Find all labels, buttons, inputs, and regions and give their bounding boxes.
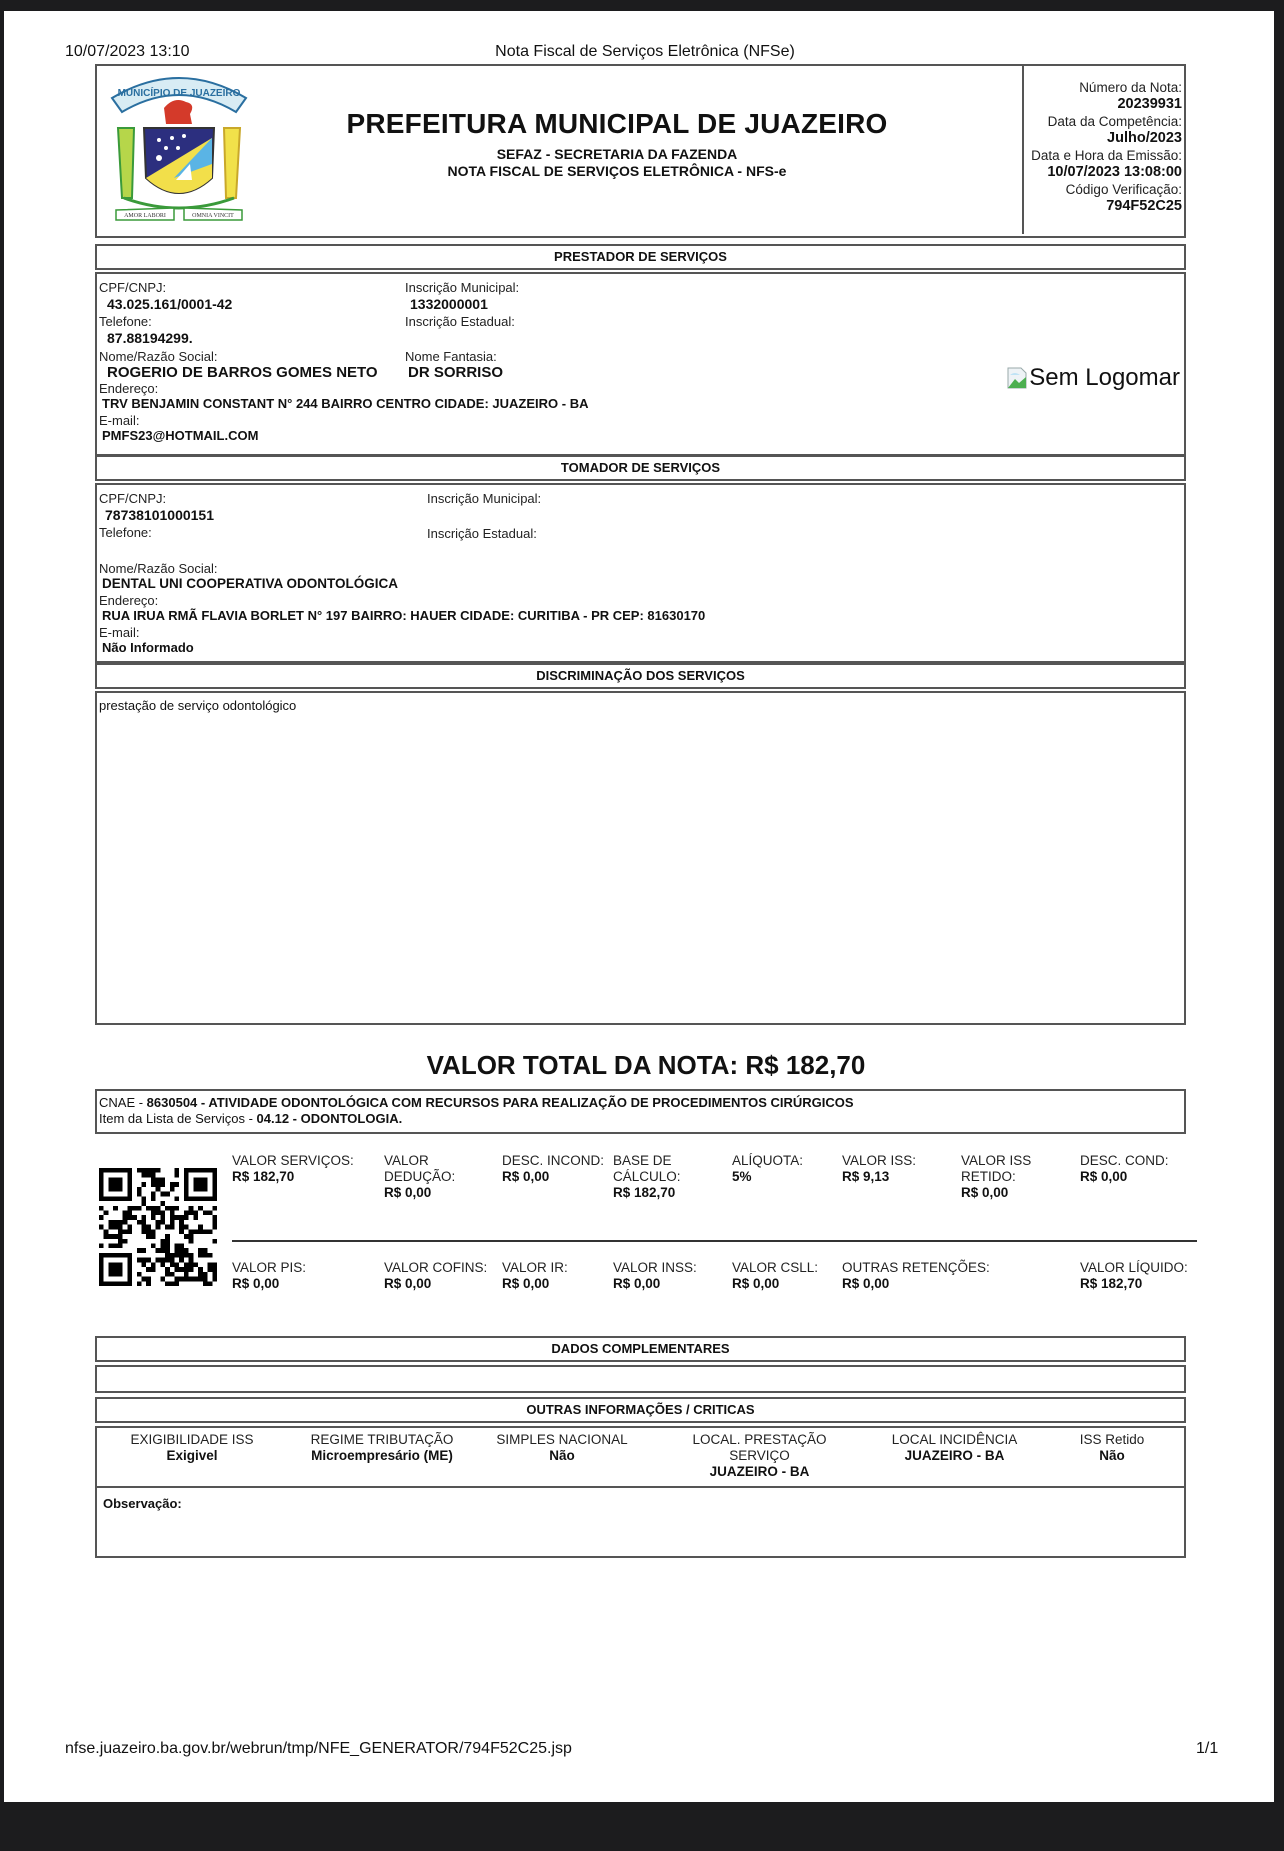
- print-datetime: 10/07/2023 13:10: [65, 43, 190, 60]
- simples-nacional: [477, 1432, 647, 1464]
- valor-ir: [502, 1260, 568, 1292]
- local-incidencia-label: LOCAL INCIDÊNCIA: [891, 1432, 1018, 1447]
- tax-values: [95, 1150, 1205, 1300]
- prestador-endereco-label: Endereço:: [99, 381, 159, 396]
- prestador-insc-mun-label: Inscrição Municipal:: [405, 280, 520, 295]
- tomador-endereco-label: Endereço:: [99, 593, 159, 608]
- discriminacao-box: [95, 691, 1186, 1025]
- valor-servicos-label: VALOR SERVIÇOS:: [232, 1153, 354, 1168]
- title-block: [317, 108, 917, 179]
- nfse-header: [95, 64, 1186, 238]
- cnae-box: [95, 1089, 1186, 1134]
- local-prestacao: [687, 1432, 832, 1480]
- header-divider: [1022, 66, 1024, 234]
- prestador-endereco-value: TRV BENJAMIN CONSTANT N° 244 BAIRRO CENTRO CIDADE: JUAZEIRO - BA: [102, 396, 589, 411]
- valor-csll: [732, 1260, 818, 1292]
- crest-motto-left: AMOR LABORI: [124, 213, 166, 219]
- broken-image-icon: [1007, 367, 1027, 389]
- iss-retido-value: Não: [1099, 1448, 1125, 1463]
- valor-total: VALOR TOTAL DA NOTA: R$ 182,70: [426, 1050, 866, 1080]
- tomador-cnpj-value: 78738101000151: [105, 507, 215, 523]
- prestador-cnpj-label: CPF/CNPJ:: [99, 280, 167, 295]
- simples-label: SIMPLES NACIONAL: [496, 1432, 628, 1447]
- valor-servicos-value: R$ 182,70: [232, 1169, 295, 1184]
- prestador-box: [95, 272, 1186, 456]
- observacao-box: [95, 1486, 1186, 1558]
- numero-value: 20239931: [1117, 96, 1182, 112]
- local-incidencia-value: JUAZEIRO - BA: [904, 1448, 1005, 1463]
- valor-ir-label: VALOR IR:: [502, 1260, 568, 1275]
- prestador-insc-mun-value: 1332000001: [410, 296, 488, 312]
- aliquota: [732, 1153, 832, 1185]
- nfse-subtitle: NOTA FISCAL DE SERVIÇOS ELETRÔNICA - NFS-e: [447, 163, 787, 179]
- local-prestacao-value: JUAZEIRO - BA: [709, 1464, 810, 1479]
- print-document-title: Nota Fiscal de Serviços Eletrônica (NFSe): [495, 43, 795, 60]
- discriminacao-section-title: DISCRIMINAÇÃO DOS SERVIÇOS: [95, 663, 1186, 689]
- regime-value: Microempresário (ME): [311, 1448, 453, 1463]
- item-lista-label: Item da Lista de Serviços -: [99, 1111, 257, 1126]
- prestador-cnpj-value: 43.025.161/0001-42: [107, 296, 233, 312]
- cnae-value: 8630504 - ATIVIDADE ODONTOLÓGICA COM RECURSOS PARA REALIZAÇÃO DE PROCEDIMENTOS CIRÚRGICOS: [146, 1095, 854, 1110]
- crest-motto-right: OMNIA VINCIT: [192, 213, 234, 219]
- desc-incond-value: R$ 0,00: [502, 1169, 550, 1184]
- prestador-fantasia-value: DR SORRISO: [408, 364, 504, 381]
- cnae-line: [99, 1095, 854, 1110]
- valor-servicos: [232, 1153, 382, 1185]
- tomador-nome-value: DENTAL UNI COOPERATIVA ODONTOLÓGICA: [102, 576, 399, 591]
- valor-iss-retido-value: R$ 0,00: [961, 1185, 1009, 1200]
- competencia-label: Data da Competência:: [1047, 114, 1182, 129]
- valor-inss-label: VALOR INSS:: [613, 1260, 697, 1275]
- emissao-label: Data e Hora da Emissão:: [1031, 148, 1182, 163]
- crest-banner-text: MUNICÍPIO DE JUAZEIRO: [117, 88, 241, 99]
- base-calculo-label: BASE DE CÁLCULO:: [613, 1153, 681, 1184]
- exigibilidade-iss: [97, 1432, 287, 1464]
- prestador-telefone-value: 87.88194299.: [107, 330, 193, 346]
- desc-cond-value: R$ 0,00: [1080, 1169, 1128, 1184]
- valor-cofins-label: VALOR COFINS:: [384, 1260, 488, 1275]
- valor-deducao-label: VALOR DEDUÇÃO:: [384, 1153, 456, 1184]
- valor-inss-value: R$ 0,00: [613, 1276, 661, 1291]
- outras-retencoes: [842, 1260, 990, 1292]
- observacao-label: Observação:: [103, 1496, 182, 1511]
- prestador-telefone-label: Telefone:: [99, 314, 152, 329]
- aliquota-value: 5%: [732, 1169, 752, 1184]
- qr-code-icon[interactable]: [99, 1168, 217, 1286]
- item-lista-line: [99, 1111, 402, 1126]
- competencia-value: Julho/2023: [1107, 130, 1182, 146]
- desc-cond: [1080, 1153, 1205, 1185]
- valor-inss: [613, 1260, 697, 1292]
- tomador-section-title: TOMADOR DE SERVIÇOS: [95, 455, 1186, 481]
- valor-pis: [232, 1260, 306, 1292]
- exigibilidade-label: EXIGIBILIDADE ISS: [130, 1432, 254, 1447]
- prestador-nome-value: ROGERIO DE BARROS GOMES NETO: [107, 364, 378, 381]
- local-incidencia: [867, 1432, 1042, 1464]
- base-calculo-value: R$ 182,70: [613, 1185, 676, 1200]
- valor-csll-value: R$ 0,00: [732, 1276, 780, 1291]
- prestador-logo: [1007, 364, 1180, 392]
- prestador-fantasia-label: Nome Fantasia:: [405, 349, 497, 364]
- codigo-value: 794F52C25: [1106, 198, 1182, 214]
- valor-cofins: [384, 1260, 487, 1292]
- discriminacao-text: prestação de serviço odontológico: [99, 698, 297, 713]
- prestador-email-label: E-mail:: [99, 413, 140, 428]
- values-divider: [232, 1240, 1197, 1242]
- tomador-box: [95, 483, 1186, 663]
- exigibilidade-value: Exigivel: [166, 1448, 218, 1463]
- valor-liquido-label: VALOR LÍQUIDO:: [1080, 1260, 1188, 1275]
- valor-iss-value: R$ 9,13: [842, 1169, 890, 1184]
- valor-pis-label: VALOR PIS:: [232, 1260, 307, 1275]
- valor-csll-label: VALOR CSLL:: [732, 1260, 819, 1275]
- codigo-label: Código Verificação:: [1065, 182, 1182, 197]
- cnae-label: CNAE -: [99, 1095, 147, 1110]
- outras-box: [95, 1426, 1186, 1488]
- item-lista-value: 04.12 - ODONTOLOGIA.: [256, 1111, 403, 1126]
- iss-retido-label: ISS Retido: [1079, 1432, 1145, 1447]
- desc-cond-label: DESC. COND:: [1080, 1153, 1169, 1168]
- valor-iss-label: VALOR ISS:: [842, 1153, 917, 1168]
- valor-deducao-value: R$ 0,00: [384, 1185, 432, 1200]
- numero-label: Número da Nota:: [1079, 80, 1182, 95]
- page-number: 1/1: [1196, 1740, 1219, 1757]
- municipal-crest-icon: [104, 68, 254, 228]
- tomador-nome-label: Nome/Razão Social:: [99, 561, 218, 576]
- base-calculo: [613, 1153, 703, 1201]
- prefeitura-title: PREFEITURA MUNICIPAL DE JUAZEIRO: [346, 108, 888, 139]
- prestador-section-title: PRESTADOR DE SERVIÇOS: [95, 244, 1186, 270]
- valor-cofins-value: R$ 0,00: [384, 1276, 432, 1291]
- outras-retencoes-value: R$ 0,00: [842, 1276, 890, 1291]
- valor-pis-value: R$ 0,00: [232, 1276, 280, 1291]
- outras-section-title: OUTRAS INFORMAÇÕES / CRITICAS: [95, 1397, 1186, 1423]
- tomador-insc-est-label: Inscrição Estadual:: [427, 526, 537, 541]
- outras-retencoes-label: OUTRAS RETENÇÕES:: [842, 1260, 990, 1275]
- valor-liquido: [1080, 1260, 1188, 1292]
- regime-tributacao: [287, 1432, 477, 1464]
- valor-iss-retido-label: VALOR ISS RETIDO:: [961, 1153, 1032, 1184]
- prestador-nome-label: Nome/Razão Social:: [99, 349, 218, 364]
- print-url: nfse.juazeiro.ba.gov.br/webrun/tmp/NFE_GENERATOR/794F52C25.jsp: [65, 1740, 572, 1757]
- desc-incond-label: DESC. INCOND:: [502, 1153, 605, 1168]
- logo-alt-text: Sem Logomar: [1029, 364, 1180, 391]
- prestador-email-value: PMFS23@HOTMAIL.COM: [102, 428, 259, 443]
- simples-value: Não: [549, 1448, 575, 1463]
- tomador-insc-mun-label: Inscrição Municipal:: [427, 491, 542, 506]
- local-prestacao-label: LOCAL. PRESTAÇÃO SERVIÇO: [692, 1432, 827, 1463]
- emissao-value: 10/07/2023 13:08:00: [1047, 164, 1182, 180]
- tomador-telefone-label: Telefone:: [99, 525, 152, 540]
- valor-deducao: [384, 1153, 474, 1201]
- tomador-endereco-value: RUA IRUA RMÃ FLAVIA BORLET N° 197 BAIRRO: HAUER CIDADE: CURITIBA - PR CEP: 81630170: [102, 608, 706, 623]
- valor-iss: [842, 1153, 952, 1185]
- valor-liquido-value: R$ 182,70: [1080, 1276, 1143, 1291]
- aliquota-label: ALÍQUOTA:: [732, 1153, 804, 1168]
- tomador-email-label: E-mail:: [99, 625, 140, 640]
- note-metadata: [1031, 79, 1182, 215]
- desc-incond: [502, 1153, 614, 1185]
- tomador-email-value: Não Informado: [102, 640, 194, 655]
- regime-label: REGIME TRIBUTAÇÃO: [310, 1432, 454, 1447]
- valor-iss-retido: [961, 1153, 1051, 1201]
- prestador-insc-est-label: Inscrição Estadual:: [405, 314, 515, 329]
- secretaria-subtitle: SEFAZ - SECRETARIA DA FAZENDA: [496, 146, 738, 162]
- iss-retido: [1047, 1432, 1177, 1464]
- complementares-section-title: DADOS COMPLEMENTARES: [95, 1336, 1186, 1362]
- valor-ir-value: R$ 0,00: [502, 1276, 550, 1291]
- tomador-cnpj-label: CPF/CNPJ:: [99, 491, 167, 506]
- complementares-box: [95, 1365, 1186, 1393]
